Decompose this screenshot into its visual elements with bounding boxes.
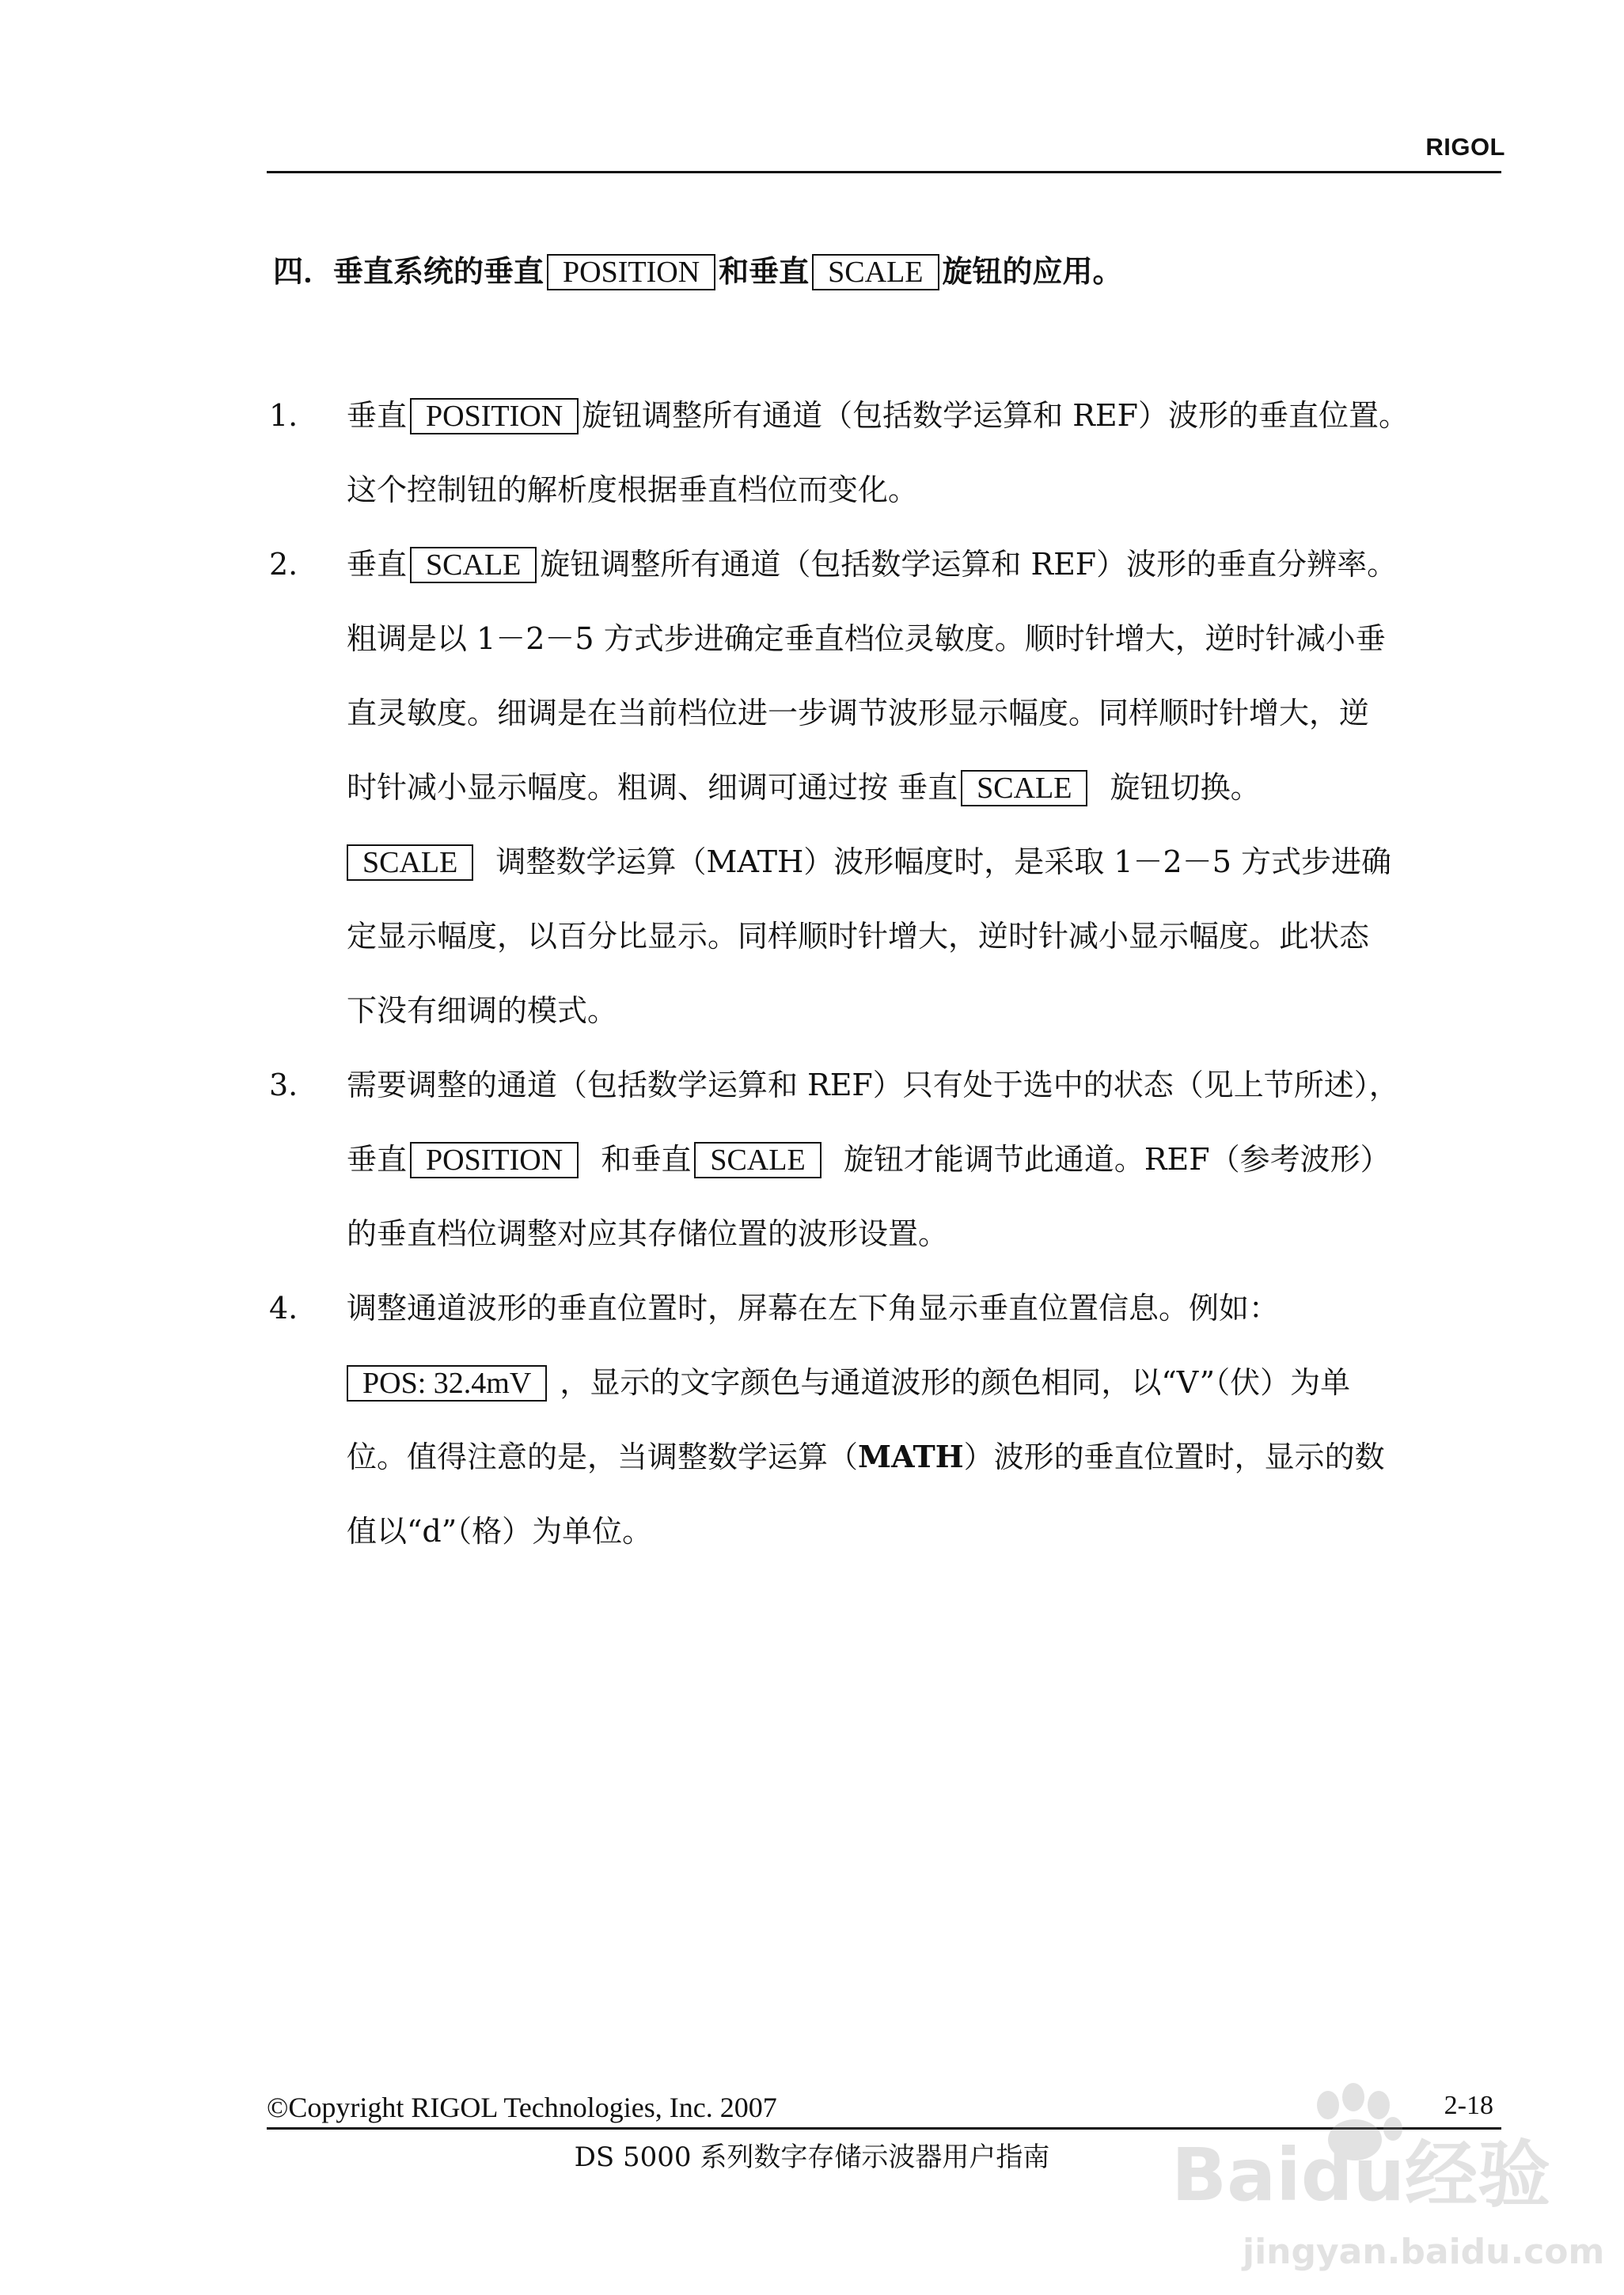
text-span: 旋钮才能调节此通道。REF（参考波形） — [843, 1142, 1391, 1177]
heading-mid: 和垂直 — [719, 253, 810, 289]
text-line: 值以“d”（格）为单位。 — [347, 1514, 653, 1549]
footer-doc-title: DS 5000 系列数字存储示波器用户指南 — [574, 2141, 1050, 2173]
item-number: 4. — [269, 1291, 298, 1326]
position-knob-label: POSITION — [410, 1142, 579, 1178]
text-span: ，显示的文字颜色与通道波形的颜色相同，以“V”（伏）为单 — [560, 1365, 1351, 1400]
page-number: 2-18 — [1444, 2091, 1493, 2120]
math-bold-text: MATH — [858, 1439, 964, 1474]
text-span: 调整数学运算（MATH）波形幅度时，是采取 1－2－5 方式步进确 — [495, 844, 1391, 879]
section-heading — [273, 247, 1123, 293]
text-span: 旋钮调整所有通道（包括数学运算和 REF）波形的垂直分辨率。 — [540, 547, 1398, 582]
footer-copyright: ©Copyright RIGOL Technologies, Inc. 2007 — [267, 2092, 777, 2123]
instruction-list — [269, 378, 1508, 1569]
watermark-brand: Baidu经验 — [1171, 2133, 1551, 2217]
header-rule — [267, 171, 1501, 173]
position-knob-label: POSITION — [410, 398, 579, 434]
item-number: 3. — [269, 1068, 298, 1102]
heading-suffix: 旋钮的应用。 — [942, 253, 1123, 289]
baidu-watermark — [1155, 2073, 1605, 2279]
text-span: 垂直 — [347, 398, 408, 433]
list-item-1 — [269, 378, 1508, 527]
list-item-4 — [269, 1271, 1508, 1569]
text-line: 需要调整的通道（包括数学运算和 REF）只有处于选中的状态（见上节所述）， — [347, 1068, 1399, 1102]
item-number: 1. — [269, 398, 298, 433]
text-span: ）波形的垂直位置时，显示的数 — [963, 1440, 1385, 1474]
text-line: 调整通道波形的垂直位置时，屏幕在左下角显示垂直位置信息。例如： — [347, 1291, 1280, 1326]
text-span: 垂直 — [347, 1142, 408, 1177]
text-span: 时针减小显示幅度。粗调、细调可通过按 垂直 — [347, 770, 958, 805]
text-line: 的垂直档位调整对应其存储位置的波形设置。 — [347, 1216, 949, 1251]
brand-logo-text: RIGOL — [1425, 133, 1505, 161]
text-span: 和垂直 — [601, 1142, 692, 1177]
text-span: 旋钮切换。 — [1110, 770, 1261, 805]
text-line: 下没有细调的模式。 — [347, 993, 618, 1028]
scale-knob-label: SCALE — [347, 844, 473, 881]
heading-prefix: 四．垂直系统的垂直 — [273, 253, 544, 289]
text-line: 粗调是以 1－2－5 方式步进确定垂直档位灵敏度。顺时针增大，逆时针减小垂 — [347, 621, 1386, 656]
watermark-url: jingyan.baidu.com — [1243, 2232, 1605, 2272]
text-line: 定显示幅度，以百分比显示。同样顺时针增大，逆时针减小显示幅度。此状态 — [347, 919, 1370, 954]
text-span: 位。值得注意的是，当调整数学运算（ — [347, 1440, 859, 1474]
scale-knob-label: SCALE — [410, 547, 537, 583]
text-line: 直灵敏度。细调是在当前档位进一步调节波形显示幅度。同样顺时针增大，逆 — [347, 696, 1370, 730]
scale-knob-label: SCALE — [812, 254, 939, 290]
position-knob-label: POSITION — [547, 254, 715, 290]
list-item-3 — [269, 1048, 1508, 1271]
text-span: 旋钮调整所有通道（包括数学运算和 REF）波形的垂直位置。 — [582, 398, 1409, 433]
text-line: 这个控制钮的解析度根据垂直档位而变化。 — [347, 472, 919, 507]
scale-knob-label: SCALE — [961, 770, 1087, 806]
list-item-2 — [269, 527, 1508, 1048]
text-span: 垂直 — [347, 547, 408, 582]
scale-knob-label: SCALE — [694, 1142, 821, 1178]
item-number: 2. — [269, 547, 298, 582]
pos-readout-box: POS: 32.4mV — [347, 1365, 547, 1402]
